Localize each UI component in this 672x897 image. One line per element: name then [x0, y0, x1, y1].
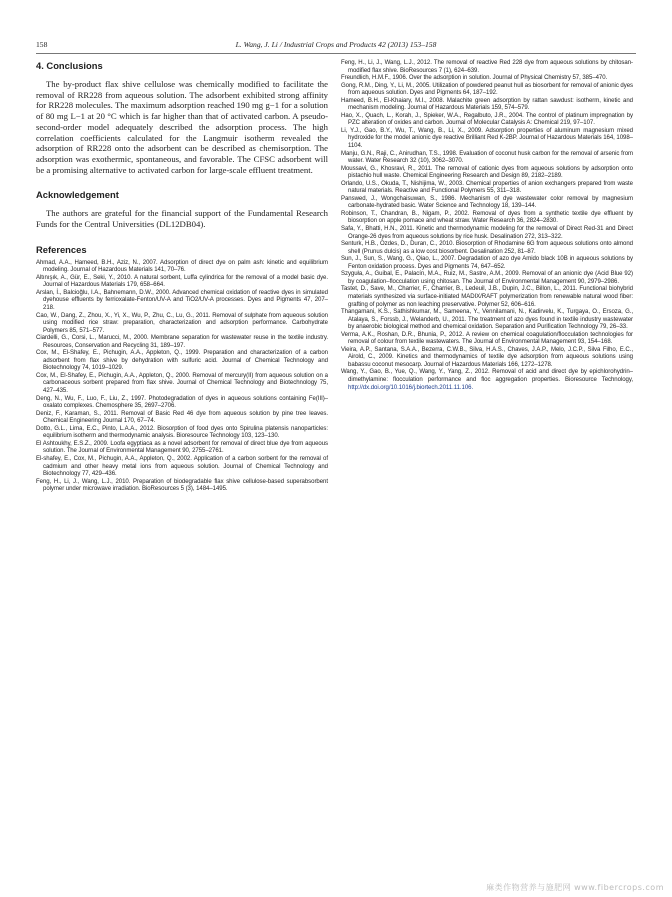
reference-item: Hameed, B.H., El-Khaiary, M.I., 2008. Malachite green adsorption by rattan sawdust: isotherm, kinetic and mechanism modeling. Journal of Hazardous Materials 159, 574–579. [341, 97, 633, 112]
right-column [341, 60, 633, 392]
conclusions-text: The by-product flax shive cellulose was chemically modified to facilitate the removal of RR228 from aqueous solution. The adsorbent exhibited strong affinity for RR228 molecules. The maximum adsorption reached 190 mg g−1 for a solution of 80 mg L−1 at 20 °C which is far higher than that of activated carbon. A pseudo-second-order model adequately described the adsorption process. The high correlation coefficients calculated for the Langmuir isotherm revealed the adsorption of RR228 onto the adsorbent can be described as chemisorption. The adsorption was exothermic, spontaneous, and favorable. The CFSC adsorbent will be a promising alternative to activated carbon for large-scale effluent treatment. [36, 79, 328, 175]
reference-item-last [341, 369, 633, 392]
reference-item: Safa, Y., Bhatti, H.N., 2011. Kinetic and thermodynamic modeling for the removal of Direct Red-31 and Direct Orange-26 dyes from aqueous solutions by rice husk. Desalination 272, 313–322. [341, 226, 633, 240]
acknowledgement-heading: Acknowledgement [36, 189, 119, 201]
reference-item: Ciardelli, G., Corsi, L., Marucci, M., 2000. Membrane separation for wastewater reuse in the textile industry. Resources, Conservation and Recycling 31, 189–197. [36, 335, 328, 349]
reference-item: Ahmad, A.A., Hameed, B.H., Aziz, N., 2007. Adsorption of direct dye on palm ash: kinetic and equilibrium modeling. Journal of Hazardous Materials 141, 70–76. [36, 259, 328, 274]
reference-item: Moussavi, G., Khosravi, R., 2011. The removal of cationic dyes from aqueous solutions by adsorption onto pistachio hull waste. Chemical Engineering Research and Design 89, 2182–2189. [341, 165, 633, 180]
reference-item: Feng, H., Li, J., Wang, L.J., 2012. The removal of reactive Red 228 dye from aqueous solutions by chitosan-modified flax shive. BioResources 7 (1), 624–639. [341, 60, 633, 74]
reference-item: Cox, M., El-Shafey, E., Pichugin, A.A., Appleton, Q., 1999. Preparation and characterization of a carbon adsorbent from flax shive by dehydration with sulfuric acid. Journal of Chemical Technology and Biotechnology 74, 1019–1029. [36, 350, 328, 372]
reference-item: Manju, G.N., Raji, C., Anirudhan, T.S., 1998. Evaluation of coconut husk carbon for the removal of arsenic from water. Water Research 32 (10), 3062–3070. [341, 150, 633, 165]
reference-item: Orlando, U.S., Okuda, T., Nishijima, W., 2003. Chemical properties of anion exchangers prepared from waste natural materials. Reactive and Functional Polymers 55, 311–318. [341, 180, 633, 195]
reference-item: Hao, X., Quach, L., Korah, J., Spieker, W.A., Regalbuto, J.R., 2004. The control of platinum impregnation by PZC alteration of oxides and carbon. Journal of Molecular Catalysis A: Chemical 219, 97–107. [341, 112, 633, 127]
reference-item: Deniz, F., Karaman, S., 2011. Removal of Basic Red 46 dye from aqueous solution by pine tree leaves. Chemical Engineering Journal 170, 67–74. [36, 410, 328, 425]
conclusions-heading: 4. Conclusions [36, 60, 103, 71]
reference-item: Thangamani, K.S., Sathishkumar, M., Sameena, Y., Vennilamani, N., Kadirvelu, K., Turgaya, O., Ersoza, G., Atalaya, S., Forssb, J., Welanderb, U., 2011. The treatment of azo dyes found in textile industry wastewater by anaerobic biological method and chemical oxidation. Separation and Purification Technology 79, 26–33. [341, 309, 633, 331]
doi-link[interactable]: http://dx.doi.org/10.1016/j.biortech.2011.11.106. [348, 384, 474, 391]
left-column [36, 60, 328, 494]
reference-item: Altınışık, A., Gür, E., Seki, Y., 2010. A natural sorbent, Luffa cylindrica for the removal of a model basic dye. Journal of Hazardous Materials 179, 658–664. [36, 274, 328, 289]
reference-item: Senturk, H.B., Ozdes, D., Duran, C., 2010. Biosorption of Rhodamine 6G from aqueous solutions onto almond shell (Prunus dulcis) as a low cost biosorbent. Desalination 252, 81–87. [341, 241, 633, 255]
reference-item: Sun, J., Sun, S., Wang, G., Qiao, L., 2007. Degradation of azo dye Amido black 10B in aqueous solutions by Fenton oxidation process. Dyes and Pigments 74, 647–652. [341, 256, 633, 270]
reference-item: Gong, R.M., Ding, Y., Li, M., 2005. Utilization of powdered peanut hull as biosorbent for removal of anionic dyes from aqueous solution. Dyes and Pigments 64, 187–192. [341, 82, 633, 97]
reference-item: Feng, H., Li, J., Wang, L.J., 2010. Preparation of biodegradable flax shive cellulose-based superabsorbent polymer under microwave irradiation. BioResources 5 (3), 1484–1495. [36, 478, 328, 493]
page-header [36, 40, 636, 54]
reference-item: Robinson, T., Chandran, B., Nigam, P., 2002. Removal of dyes from a synthetic textile dye effluent by biosorption on apple pomace and wheat straw. Water Research 36, 2824–2830. [341, 210, 633, 225]
reference-item: Li, Y.J., Gao, B.Y., Wu, T., Wang, B., Li, X., 2009. Adsorption properties of aluminum magnesium mixed hydroxide for the model anionic dye reactive Brilliant Red K-2BP. Journal of Hazardous Materials 164, 1098–1104. [341, 127, 633, 150]
reference-item: Cao, W., Dang, Z., Zhou, X., Yi, X., Wu, P., Zhu, C., Lu, G., 2011. Removal of sulphate from aqueous solution using modified rice straw: preparation, characterization and adsorption performance. Carbohydrate Polymers 85, 571–577. [36, 312, 328, 334]
references-list-left [36, 260, 328, 494]
header-rule [36, 53, 636, 54]
reference-item: Freundlich, H.M.F., 1906. Over the adsorption in solution. Journal of Physical Chemistry 57, 385–470. [341, 75, 608, 82]
watermark: 麻类作物营养与施肥网 www.fibercrops.com [486, 883, 664, 892]
references-heading: References [36, 243, 87, 255]
reference-item: Dotto, G.L., Lima, E.C., Pinto, L.A.A., 2012. Biosorption of food dyes onto Spirulina platensis nanoparticles: equilibrium isotherm and thermodynamic analysis. Bioresource Technology 103, 123–130. [36, 425, 328, 440]
reference-item: Arslan, İ., Balcioğlu, I.A., Bahnemann, D.W., 2000. Advanced chemical oxidation of reactive dyes in simulated dyehouse effluents by ferrioxalate-Fenton/UV-A and TiO2/UV-A processes. Dyes and Pigments 47, 207–218. [36, 289, 328, 312]
page-number: 158 [36, 40, 48, 49]
reference-item: Szyguła, A., Guibal, E., Palacín, M.A., Ruiz, M., Sastre, A.M., 2009. Removal of an anionic dye (Acid Blue 92) by coagulation–flocculation using chitosan. The Journal of Environmental Management 90, 2979–2986. [341, 271, 633, 285]
reference-item: Vieira, A.P., Santana, S.A.A., Bezerra, C.W.B., Silva, H.A.S., Chaves, J.A.P., Melo, J.C.P., Silva Filho, E.C., Airold, C., 2009. Kinetics and thermodynamics of textile dye adsorption from aqueous solutions using babassu coconut mesocarp. Journal of Hazardous Materials 166, 1272–1278. [341, 346, 633, 368]
running-title: L. Wang, J. Li / Industrial Crops and Products 42 (2013) 153–158 [235, 40, 437, 49]
reference-item: Tastet, D., Save, M., Charrier, F., Charrier, B., Ledeuil, J.B., Dupin, J.C., Billon, L., 2011. Functional biohybrid materials synthesized via surface-initiated MADIX/RAFT polymerization from renewable natural wood fiber: grafting of polymer as non leaching preservative. Polymer 52, 606–616. [341, 286, 633, 308]
reference-item: Panswed, J., Wongchaisuwan, S., 1986. Mechanism of dye wastewater color removal by magnesium carbonate-hydrated basic. Water Science and Technology 18, 139–144. [341, 195, 633, 210]
reference-item: El-shafey, E., Cox, M., Pichugin, A.A., Appleton, Q., 2002. Application of a carbon sorbent for the removal of cadmium and other heavy metal ions from aqueous solution. Journal of Chemical Technology and Biotechnology 77, 429–436. [36, 455, 328, 478]
acknowledgement-text: The authors are grateful for the financial support of the Fundamental Research Funds for the Central Universities (DL12DB04). [36, 208, 328, 230]
reference-item: Cox, M., El-Shafey, E., Pichugin, A.A., Appleton, Q., 2000. Removal of mercury(II) from aqueous solution on a carbonaceous sorbent prepared from flax shive. Journal of Chemical Technology and Biotechnology 75, 427–435. [36, 372, 328, 395]
reference-item: El Ashtoukhy, E.S.Z., 2009. Loofa egyptiaca as a novel adsorbent for removal of direct blue dye from aqueous solution. The Journal of Environmental Management 90, 2755–2761. [36, 440, 328, 455]
reference-item: Deng, N., Wu, F., Luo, F., Liu, Z., 1997. Photodegradation of dyes in aqueous solutions containing Fe(III)–oxalato complexes. Chemosphere 35, 2697–2706. [36, 395, 328, 410]
reference-text: Wang, Y., Gao, B., Yue, Q., Wang, Y., Yang, Z., 2012. Removal of acid and direct dye by epichlorohydrin–dimethylamine: flocculation performance and floc aggregation properties. Bioresource Technology, [341, 369, 633, 383]
reference-item: Verma, A.K., Roshan, D.R., Bhunia, P., 2012. A review on chemical coagulation/flocculation technologies for removal of colour from textile wastewaters. The Journal of Environmental Management 93, 154–168. [341, 331, 633, 346]
